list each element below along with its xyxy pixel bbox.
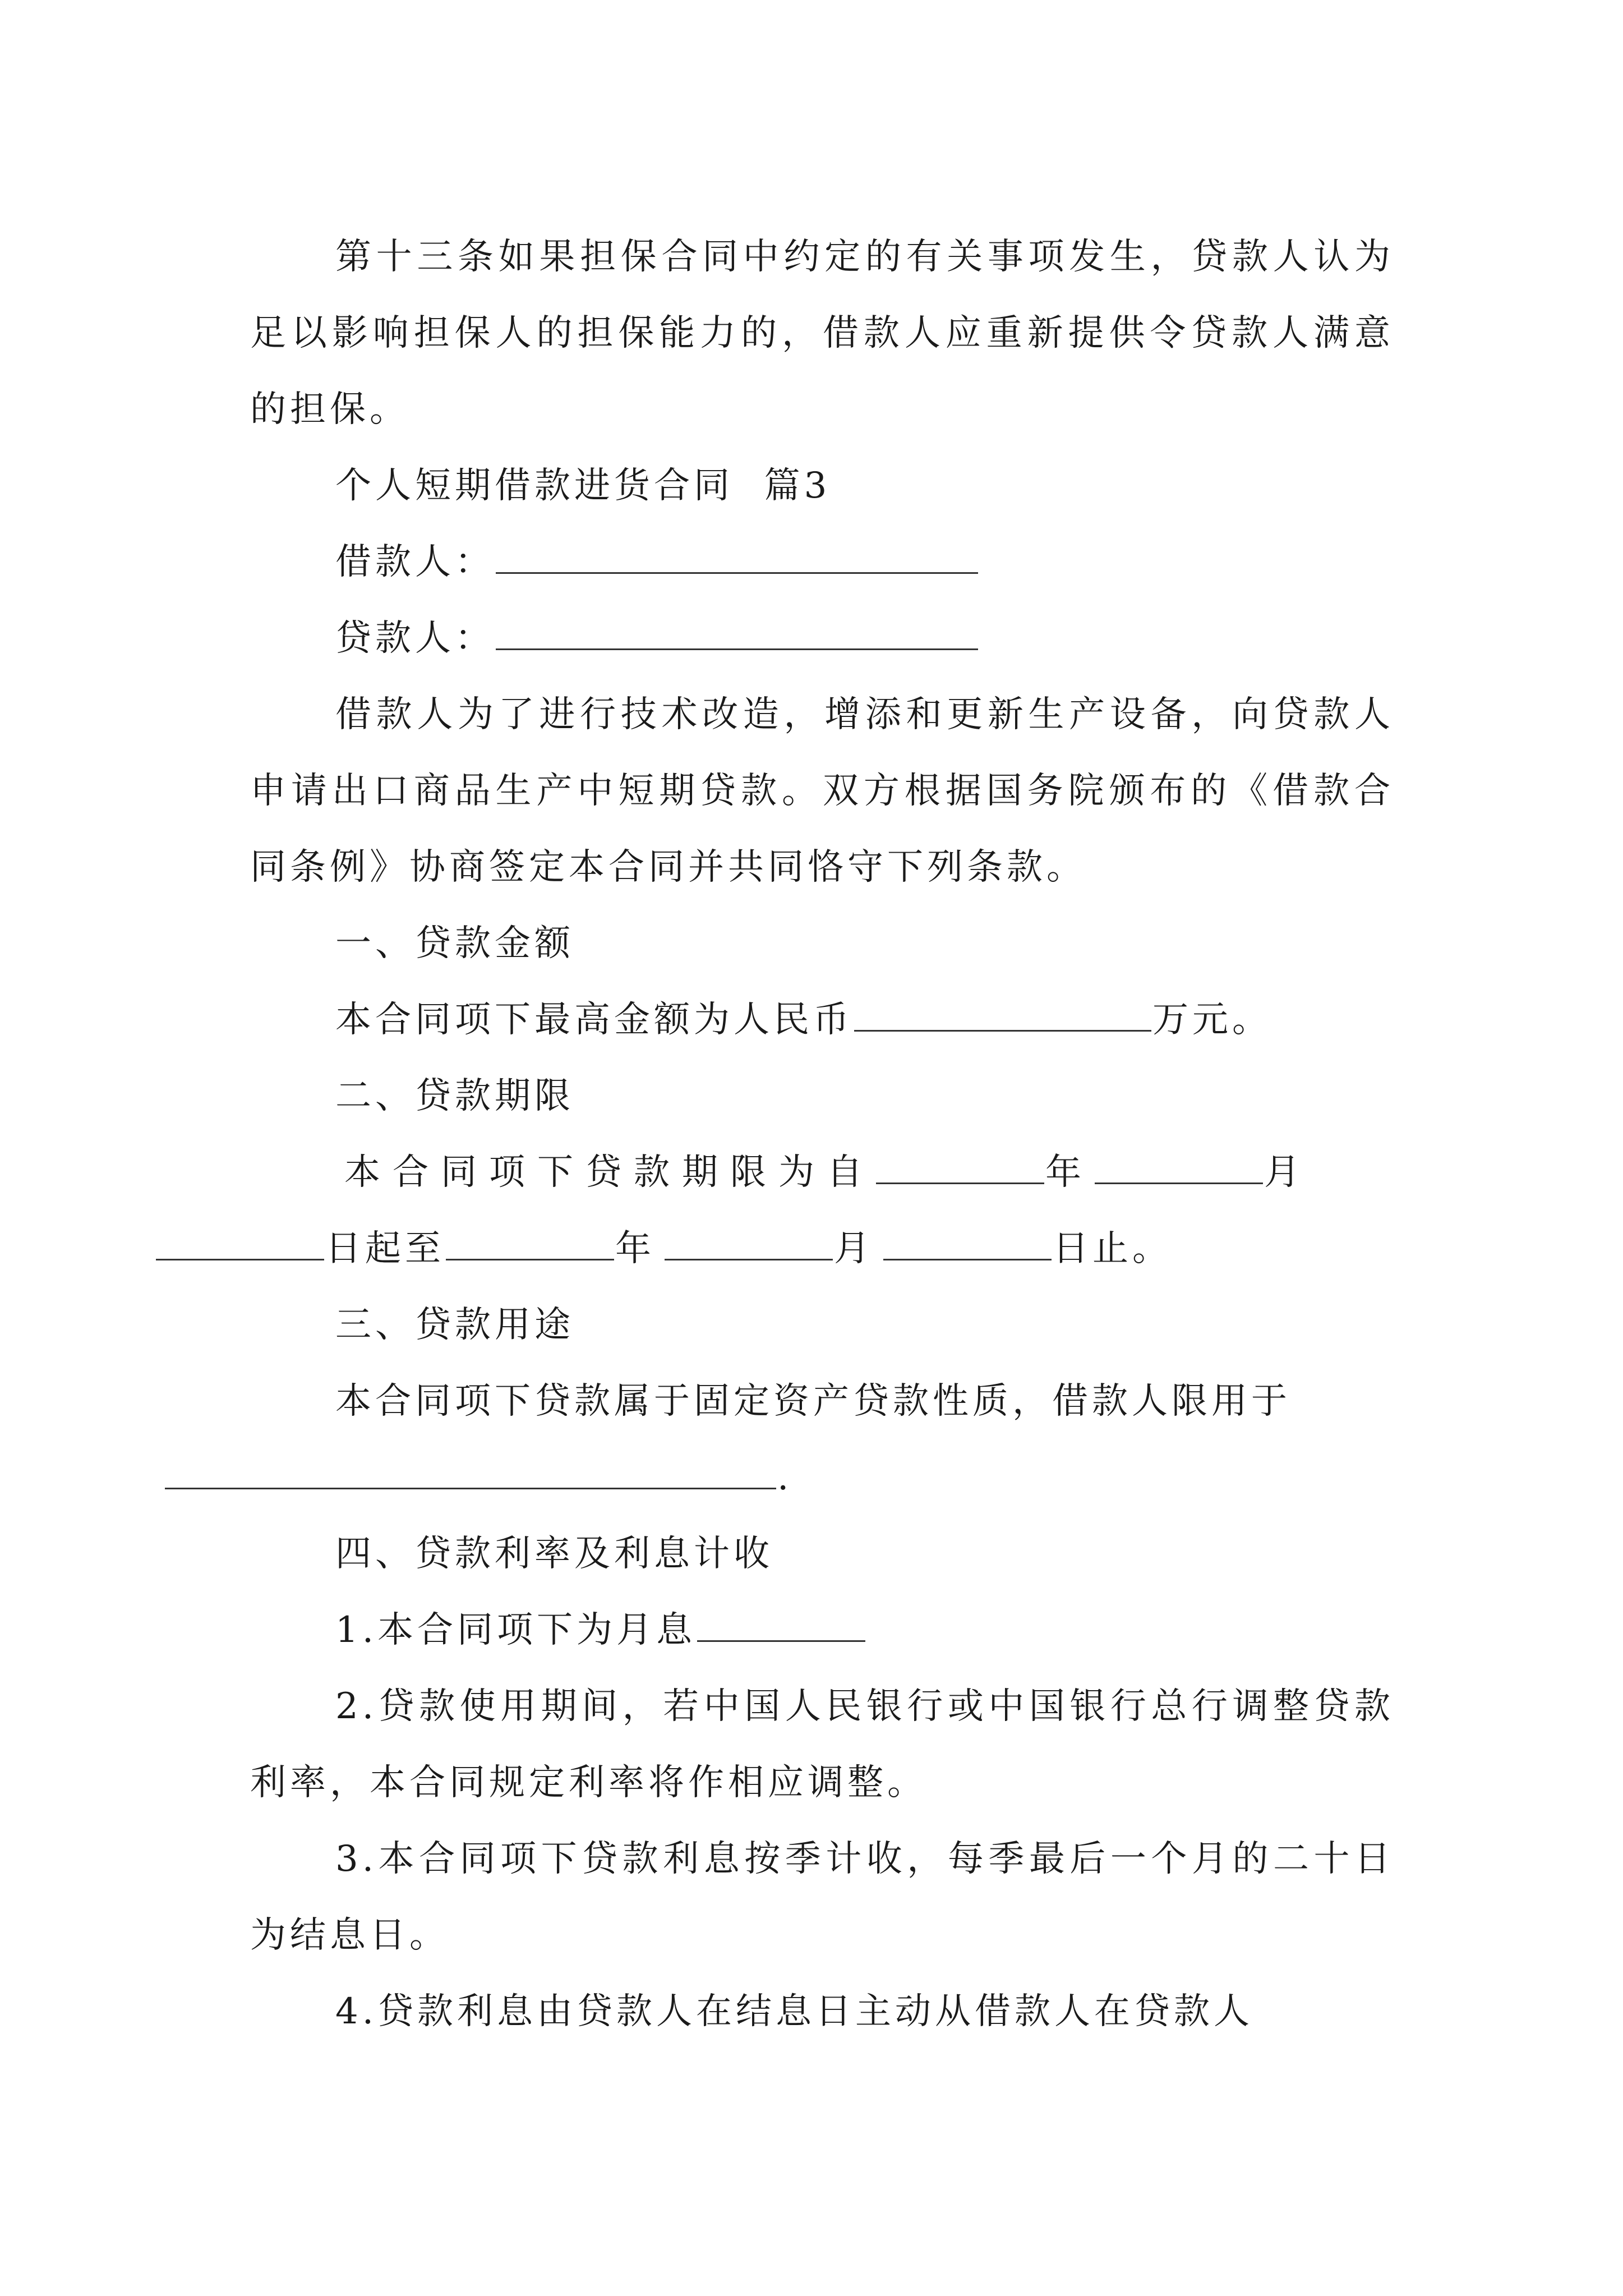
- borrower-label: 借款人：: [335, 541, 495, 583]
- section-4-item-1: [250, 1592, 1394, 1668]
- section-3-text-a: 本合同项下贷款属于固定资产贷款性质，借款人限用于: [335, 1381, 1291, 1422]
- section-4-heading: [250, 1516, 1394, 1592]
- contract-title: [250, 448, 1394, 524]
- borrower-line: [250, 524, 1394, 600]
- section-1-heading-text: 一、贷款金额: [335, 923, 574, 964]
- term-end-label: 日止。: [1053, 1228, 1172, 1269]
- section-2-heading-text: 二、贷款期限: [335, 1075, 574, 1117]
- section-4-item-3: [250, 1821, 1394, 1973]
- term-year-label: 年: [1045, 1152, 1094, 1193]
- section-3-text: [250, 1363, 1394, 1516]
- section-3-heading-text: 三、贷款用途: [335, 1304, 574, 1346]
- intro-paragraph: [250, 677, 1394, 905]
- lender-line: [250, 600, 1394, 677]
- section-4-item-1-text: 1.本合同项下为月息: [335, 1609, 697, 1651]
- intro-text: 借款人为了进行技术改造，增添和更新生产设备，向贷款人申请出口商品生产中短期贷款。双方根据国务院颁布的《借款合同条例》协商签定本合同并共同恪守下列条款。: [250, 694, 1394, 888]
- section-1-text: [250, 982, 1394, 1058]
- end-month-blank: [665, 1226, 833, 1260]
- section-1-text-b: 万元。: [1152, 999, 1272, 1041]
- term-month2-label: 月: [834, 1228, 882, 1269]
- article-13-paragraph: [250, 219, 1394, 448]
- section-2-term: [250, 1134, 1394, 1287]
- article-13-text: 第十三条如果担保合同中约定的有关事项发生，贷款人认为足以影响担保人的担保能力的，借款人应重新提供令贷款人满意的担保。: [250, 236, 1394, 430]
- end-day-blank: [883, 1226, 1052, 1260]
- term-text-a: 本合同项下贷款期限为自: [344, 1152, 875, 1193]
- term-year2-label: 年: [615, 1228, 663, 1269]
- lender-blank: [496, 616, 978, 650]
- section-4-item-3-text: 3.本合同项下贷款利息按季计收，每季最后一个月的二十日为结息日。: [250, 1838, 1394, 1956]
- section-4-heading-text: 四、贷款利率及利息计收: [335, 1533, 773, 1575]
- start-month-blank: [1095, 1150, 1263, 1184]
- term-from-label: 日起至: [325, 1228, 445, 1269]
- amount-blank: [854, 997, 1151, 1032]
- contract-title-text: 个人短期借款进货合同 篇3: [335, 465, 831, 507]
- section-4-item-2: [250, 1668, 1394, 1821]
- document-body: [250, 219, 1394, 2050]
- purpose-blank: [165, 1455, 776, 1489]
- end-year-blank: [446, 1226, 614, 1260]
- section-4-item-4-text: 4.贷款利息由贷款人在结息日主动从借款人在贷款人: [335, 1991, 1254, 2032]
- monthly-rate-blank: [697, 1608, 865, 1642]
- term-month-label: 月: [1264, 1152, 1312, 1193]
- section-3-heading: [250, 1287, 1394, 1363]
- section-4-item-2-text: 2.贷款使用期间，若中国人民银行或中国银行总行调整贷款利率，本合同规定利率将作相应调整。: [250, 1686, 1394, 1803]
- section-4-item-4: [250, 1973, 1394, 2050]
- section-2-heading: [250, 1058, 1394, 1134]
- start-day-blank: [156, 1226, 324, 1260]
- section-1-text-a: 本合同项下最高金额为人民币: [335, 999, 853, 1041]
- section-3-end: .: [777, 1457, 793, 1498]
- lender-label: 贷款人：: [335, 618, 495, 659]
- section-1-heading: [250, 905, 1394, 982]
- start-year-blank: [876, 1150, 1044, 1184]
- borrower-blank: [496, 540, 978, 574]
